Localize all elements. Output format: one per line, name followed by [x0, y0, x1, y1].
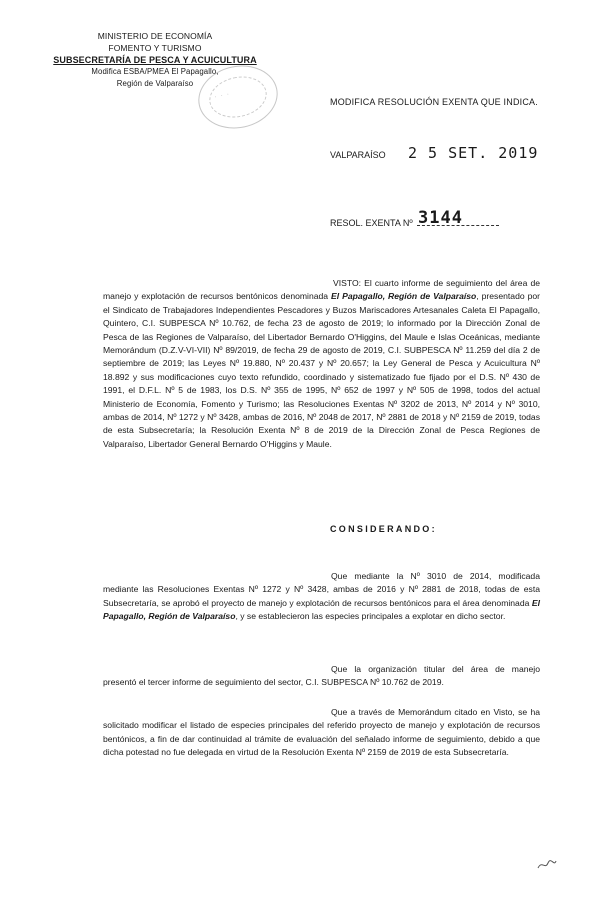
- region-line: Región de Valparaíso: [116, 79, 194, 88]
- date-row: [330, 144, 539, 162]
- p1-text-1: Que mediante la Nº 3010 de 2014, modificada mediante las Resoluciones Exentas Nº 1272 y Nº 3428, ambas de 2016 y Nº 2881 de 2018, todas de esta Subsecretaría, se aprobó el proyecto de manejo y explotación de recursos bentónicos para el área denominada: [103, 571, 540, 608]
- ministry-branch: FOMENTO Y TURISMO: [108, 43, 202, 53]
- undersecretariat-name: SUBSECRETARÍA DE PESCA Y ACUICULTURA: [53, 55, 257, 65]
- visto-lead: VISTO: [333, 278, 359, 288]
- considerando-paragraph-3: Que a través de Memorándum citado en Visto, se ha solicitado modificar el listado de especies principales del referido proyecto de manejo y explotación de recursos bentónicos, a fin de dar continuidad al trámite de evaluación del señalado informe de seguimiento, debido a que dicha potestad no fue delegada en virtud de la Resolución Exenta Nº 2159 de 2019 de esta Subsecretaría.: [103, 707, 540, 758]
- resolution-number-row: [330, 208, 499, 228]
- date-stamp: 2 5 SET. 2019: [408, 144, 539, 162]
- considerando-paragraph-2: Que la organización titular del área de manejo presentó el tercer informe de seguimiento del sector, C.I. SUBPESCA Nº 10.762 de 2019.: [103, 664, 540, 688]
- considerando-paragraph-1: [103, 570, 540, 624]
- visto-area-name: El Papagallo, Región de Valparaíso: [331, 291, 477, 302]
- visto-paragraph: [103, 277, 540, 451]
- initials-mark: [536, 858, 558, 872]
- considerando-heading: CONSIDERANDO:: [330, 524, 437, 534]
- visto-text-1: : El cuarto informe de seguimiento del área de manejo y explotación de recursos bentónicos denominada: [103, 278, 540, 302]
- resolution-number: 3144: [418, 208, 463, 228]
- reference-title: MODIFICA RESOLUCIÓN EXENTA QUE INDICA.: [330, 97, 538, 107]
- p1-text-2: , y se establecieron las especies principales a explotar en dicho sector.: [235, 611, 506, 622]
- ministry-name: MINISTERIO DE ECONOMÍA: [97, 31, 213, 41]
- p1-area-name: El Papagallo, Región de Valparaíso: [103, 597, 540, 622]
- stamp-mark: · · ·: [213, 90, 231, 101]
- subject-line: Modifica ESBA/PMEA El Papagallo,: [91, 67, 219, 76]
- place-name: VALPARAÍSO: [330, 150, 386, 160]
- resolution-label: RESOL. EXENTA Nº: [330, 218, 413, 228]
- visto-text-2: , presentado por el Sindicato de Trabajadores Independientes Pescadores y Buzos Mariscadores Artesanales Caleta El Papagallo, Quintero, C.I. SUBPESCA Nº 10.762, de fecha 23 de agosto de 2019; lo informado por la Dirección Zonal de Pesca de las Regiones de Valparaíso, del Libertador Bernardo O'Higgins, del Maule e Islas Oceánicas, mediante Memorándum (D.Z.V-VI-VII) Nº 89/2019, de fecha 29 de agosto de 2019, C.I. SUBPESCA Nº 11.259 del día 2 de septiembre de 2019; las Leyes Nº 19.880, Nº 20.437 y Nº 20.657; la Ley General de Pesca y Acuicultura Nº 18.892 y sus modificaciones cuyo texto refundido, coordinado y sistematizado fue fijado por el D.S. Nº 430 de 1991, el D.F.L. Nº 5 de 1983, los D.S. Nº 355 de 1995, Nº 652 de 1997 y Nº 505 de 1998, todos del actual Ministerio de Economía, Fomento y Turismo; las Resoluciones Exentas Nº 3202 de 2013, Nº 2014 y Nº 3010, ambas de 2014, Nº 1272 y Nº 3428, ambas de 2016, Nº 2048 de 2017, Nº 2881 de 2018 y Nº 2159 de 2019, todas de esta Subsecretaría; la Resolución Exenta Nº 8 de 2019 de la Dirección Zonal de Pesca Regiones de Valparaíso, Libertador General Bernardo O'Higgins y Maule.: [103, 291, 541, 449]
